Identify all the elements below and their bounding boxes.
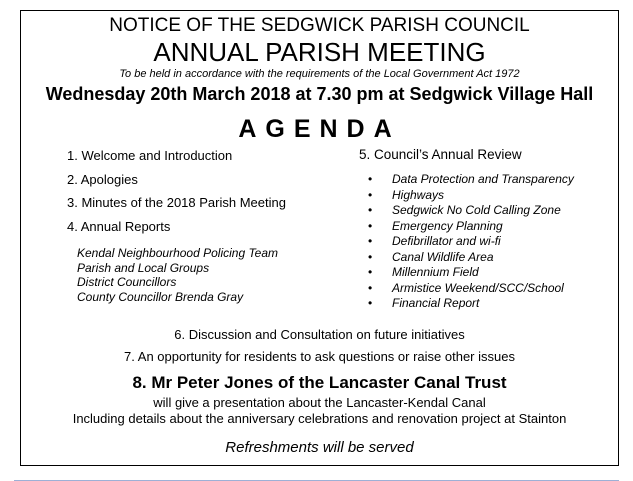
review-item: • Financial Report	[368, 296, 480, 310]
agenda-item-1: 1. Welcome and Introduction	[67, 148, 233, 163]
bullet-icon: •	[368, 296, 373, 310]
review-item: • Millennium Field	[368, 265, 479, 279]
review-item: • Defibrillator and wi-fi	[368, 234, 501, 248]
agenda-item-8: 8. Mr Peter Jones of the Lancaster Canal Trust	[132, 373, 507, 392]
legal-note: To be held in accordance with the requirements of the Local Government Act 1972	[119, 68, 520, 80]
bullet-icon: •	[368, 249, 373, 264]
agenda-item-6: 6. Discussion and Consultation on future initiatives	[174, 327, 465, 342]
presentation-line: will give a presentation about the Lancaster-Kendal Canal	[153, 395, 486, 410]
agenda-title: AGENDA	[238, 115, 401, 143]
review-item: • Armistice Weekend/SCC/School	[368, 280, 564, 295]
review-item: • Canal Wildlife Area	[368, 249, 494, 264]
notice-heading: NOTICE OF THE SEDGWICK PARISH COUNCIL	[109, 15, 530, 36]
agenda-item-7: 7. An opportunity for residents to ask questions or raise other issues	[124, 349, 515, 364]
meeting-title: ANNUAL PARISH MEETING	[153, 37, 486, 67]
review-item: • Highways	[368, 187, 445, 202]
annual-reports-list	[77, 246, 278, 304]
bullet-icon: •	[368, 280, 373, 295]
agenda-item-2: 2. Apologies	[67, 171, 138, 187]
review-item: • Emergency Planning	[368, 218, 503, 233]
bullet-icon: •	[368, 203, 373, 217]
refreshments-note: Refreshments will be served	[225, 439, 414, 456]
bullet-icon: •	[368, 172, 373, 186]
report-item: Kendal Neighbourhood Policing Team	[77, 246, 279, 260]
notice-frame	[20, 10, 619, 466]
agenda-left-list	[67, 147, 286, 241]
meeting-date: Wednesday 20th March 2018 at 7.30 pm at Sedgwick Village Hall	[45, 84, 594, 104]
bullet-icon: •	[368, 218, 373, 233]
annual-review-list	[368, 172, 574, 312]
agenda-item-4: 4. Annual Reports	[67, 218, 171, 234]
bullet-icon: •	[368, 265, 373, 279]
bullet-icon: •	[368, 234, 373, 248]
presentation-details: Including details about the anniversary celebrations and renovation project at Stainton	[72, 411, 567, 426]
review-item: • Sedgwick No Cold Calling Zone	[368, 203, 561, 217]
agenda-item-3: 3. Minutes of the 2018 Parish Meeting	[67, 195, 286, 210]
report-item: County Councillor Brenda Gray	[77, 289, 244, 304]
bullet-icon: •	[368, 187, 373, 202]
review-item: • Data Protection and Transparency	[368, 172, 574, 186]
report-item: District Councillors	[77, 275, 177, 289]
annual-review-heading: 5. Council’s Annual Review	[359, 147, 522, 162]
report-item: Parish and Local Groups	[77, 260, 210, 275]
